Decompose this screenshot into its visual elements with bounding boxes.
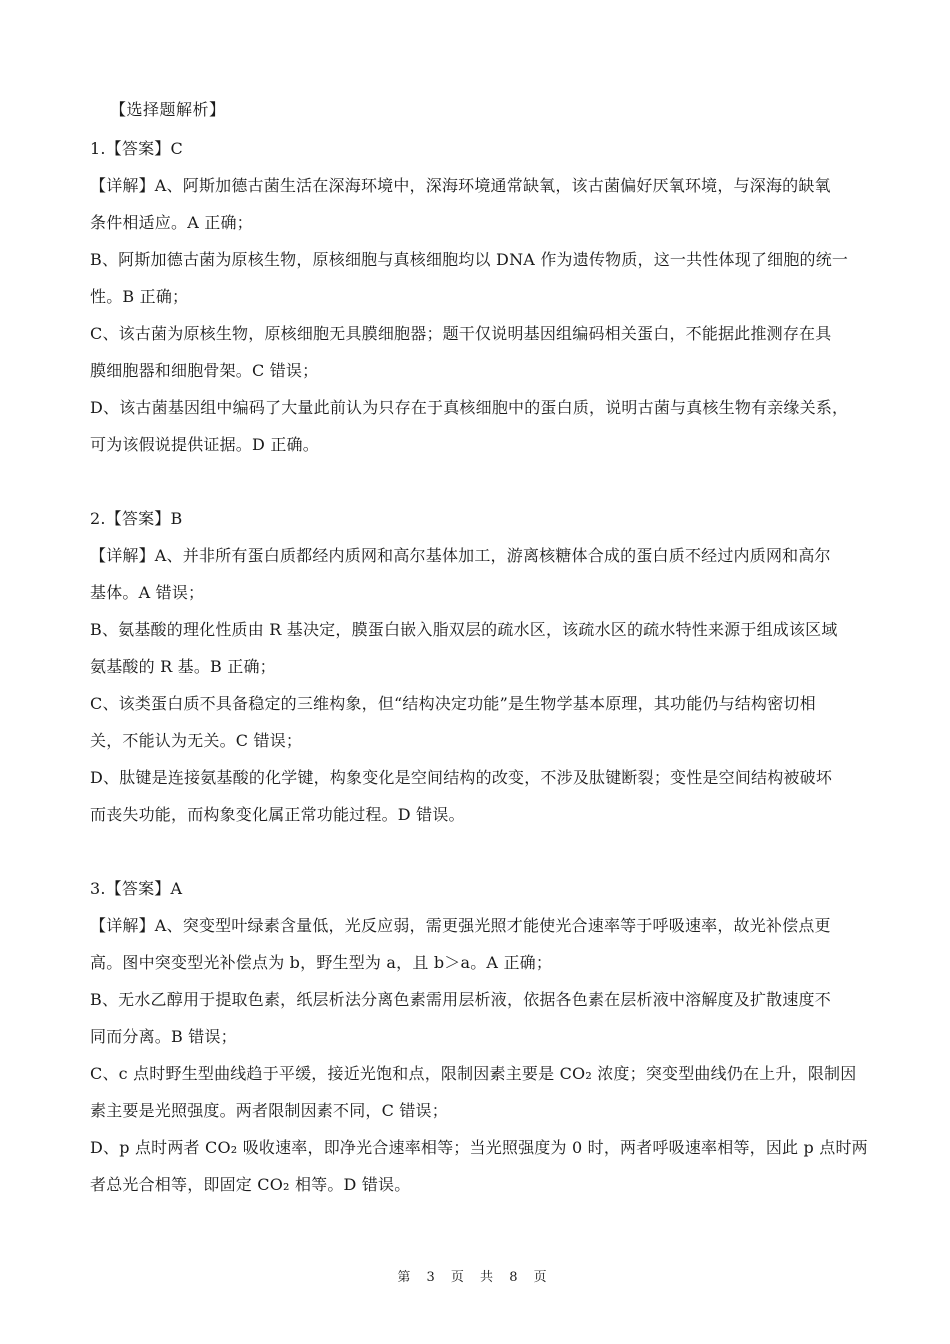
explanation-line: 【详解】A、突变型叶绿素含量低，光反应弱，需更强光照才能使光合速率等于呼吸速率，故光补偿点更 xyxy=(90,916,831,935)
explanation-line: B、无水乙醇用于提取色素，纸层析法分离色素需用层析液，依据各色素在层析液中溶解度及扩散速度不 xyxy=(90,990,831,1009)
explanation-line: 【详解】A、并非所有蛋白质都经内质网和高尔基体加工，游离核糖体合成的蛋白质不经过内质网和高尔 xyxy=(90,546,831,565)
explanation-line: 条件相适应。A 正确； xyxy=(90,213,253,232)
question-2 xyxy=(90,500,865,833)
answer-line: 2.【答案】B xyxy=(90,509,183,528)
explanation-line: 基体。A 错误； xyxy=(90,583,205,602)
explanation-line: 而丧失功能，而构象变化属正常功能过程。D 错误。 xyxy=(90,805,465,824)
explanation-line: 性。B 正确； xyxy=(90,287,189,306)
explanation-line: 者总光合相等，即固定 CO₂ 相等。D 错误。 xyxy=(90,1175,411,1194)
explanation-line: B、阿斯加德古菌为原核生物，原核细胞与真核细胞均以 DNA 作为遗传物质，这一共性体现了细胞的统一 xyxy=(90,250,849,269)
section-title: 【选择题解析】 xyxy=(110,100,226,119)
explanation-line: B、氨基酸的理化性质由 R 基决定，膜蛋白嵌入脂双层的疏水区，该疏水区的疏水特性来源于组成该区域 xyxy=(90,620,838,639)
explanation-line: D、该古菌基因组中编码了大量此前认为只存在于真核细胞中的蛋白质，说明古菌与真核生物有亲缘关系， xyxy=(90,398,849,417)
explanation-line: D、p 点时两者 CO₂ 吸收速率，即净光合速率相等；当光照强度为 0 时，两者呼吸速率相等，因此 p 点时两 xyxy=(90,1138,868,1157)
answer-line: 3.【答案】A xyxy=(90,879,183,898)
explanation-line: 可为该假说提供证据。D 正确。 xyxy=(90,435,319,454)
explanation-line: 【详解】A、阿斯加德古菌生活在深海环境中，深海环境通常缺氧，该古菌偏好厌氧环境，与深海的缺氧 xyxy=(90,176,831,195)
question-gap xyxy=(90,833,865,870)
explanation-line: C、c 点时野生型曲线趋于平缓，接近光饱和点，限制因素主要是 CO₂ 浓度；突变型曲线仍在上升，限制因 xyxy=(90,1064,857,1083)
explanation-line: C、该类蛋白质不具备稳定的三维构象，但“结构决定功能”是生物学基本原理，其功能仍与结构密切相 xyxy=(90,694,816,713)
explanation-line: 素主要是光照强度。两者限制因素不同，C 错误； xyxy=(90,1101,448,1120)
page-number-footer: 第 3 页 共 8 页 xyxy=(397,1270,553,1285)
question-gap xyxy=(90,463,865,500)
explanation-line: 高。图中突变型光补偿点为 b，野生型为 a，且 b＞a。A 正确； xyxy=(90,953,553,972)
explanation-line: 同而分离。B 错误； xyxy=(90,1027,237,1046)
explanation-line: 氨基酸的 R 基。B 正确； xyxy=(90,657,276,676)
explanation-line: 膜细胞器和细胞骨架。C 错误； xyxy=(90,361,319,380)
explanation-line: 关，不能认为无关。C 错误； xyxy=(90,731,303,750)
answer-analysis-body xyxy=(90,130,868,1203)
question-3 xyxy=(90,870,868,1203)
explanation-line: D、肽键是连接氨基酸的化学键，构象变化是空间结构的改变，不涉及肽键断裂；变性是空间结构被破坏 xyxy=(90,768,833,787)
answer-line: 1.【答案】C xyxy=(90,139,183,158)
explanation-line: C、该古菌为原核生物，原核细胞无具膜细胞器；题干仅说明基因组编码相关蛋白，不能据此推测存在具 xyxy=(90,324,832,343)
question-1 xyxy=(90,130,865,463)
